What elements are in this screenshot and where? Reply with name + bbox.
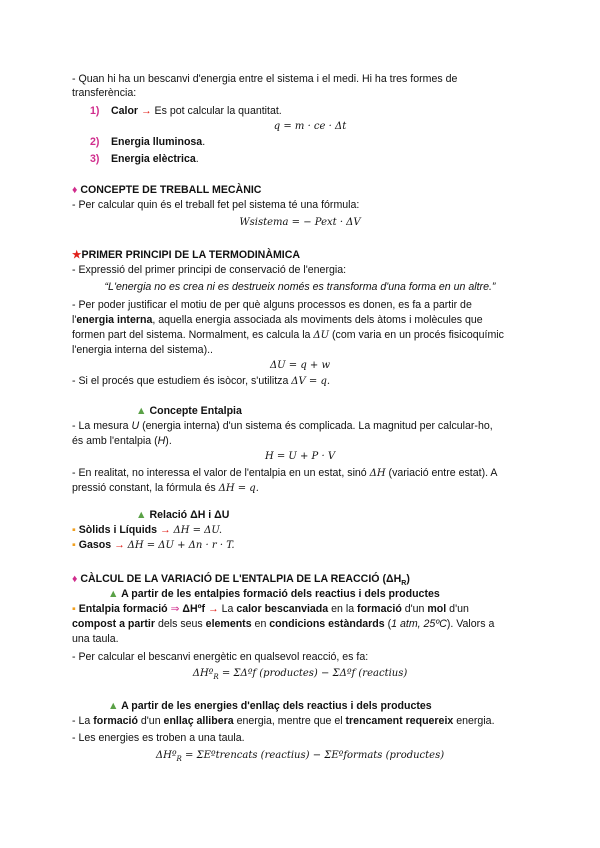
paragraph: - Per calcular quin és el treball fet pel sistema té una fórmula: xyxy=(72,199,360,211)
paragraph: pressió constant, la fórmula és ΔH = q. xyxy=(72,482,259,494)
triangle-icon: ▲ xyxy=(136,509,147,521)
paragraph: - La mesura U (energia interna) d'un sistema és complicada. La magnitud per calcular-ho, xyxy=(72,420,493,432)
formula-work: Wsistema = − Pext · ΔV xyxy=(239,217,361,228)
paragraph: - Les energies es troben a una taula. xyxy=(72,732,245,744)
paragraph: - Per calcular el bescanvi energètic en qualsevol reacció, es fa: xyxy=(72,651,369,663)
triangle-icon: ▲ xyxy=(108,700,119,712)
subsection-title-entalpia: ▲ Concepte Entalpia xyxy=(136,405,242,417)
paragraph: l'energia interna, aquella energia associada als moviments dels àtoms i molècules que xyxy=(72,314,483,326)
paragraph: - Si el procés que estudiem és isòcor, s'utilitza ΔV = q. xyxy=(72,375,331,387)
list-item: 3) Energia elèctrica. xyxy=(90,153,199,165)
arrow-icon: → xyxy=(141,105,152,117)
arrow-icon: → xyxy=(208,603,219,615)
intro-paragraph: - Quan hi ha un bescanvi d'energia entre el sistema i el medi. Hi ha tres formes de xyxy=(72,73,458,85)
bullet-icon: ▪ xyxy=(72,524,76,536)
list-item: 2) Energia lluminosa. xyxy=(90,136,206,148)
formula-heat: q = m · ce · Δt xyxy=(273,121,347,132)
diamond-icon: ♦ xyxy=(72,573,78,585)
arrow-icon: → xyxy=(159,524,171,536)
paragraph: - Expressió del primer principi de conservació de l'energia: xyxy=(72,264,347,276)
subsection-title-relacio: ▲ Relació ΔH i ΔU xyxy=(136,509,230,521)
triangle-icon: ▲ xyxy=(108,588,119,600)
section-title-calcul: ♦ CÀLCUL DE LA VARIACIÓ DE L'ENTALPIA DE LA REACCIÓ $(\Delta H_R)$ xyxy=(72,573,410,588)
paragraph: compost a partir dels seus elements en condicions estàndards (1 atm, 25ºC). Valors a xyxy=(72,618,495,630)
paragraph: una taula. xyxy=(72,633,119,645)
quote: “L'energia no es crea ni es destrueix només es transforma d'una forma en un altre.” xyxy=(104,281,496,293)
bullet-icon: ▪ xyxy=(72,539,76,551)
intro-paragraph-cont: transferència: xyxy=(72,87,137,99)
paragraph: - La formació d'un enllaç allibera energia, mentre que el trencament requereix energia. xyxy=(72,715,495,727)
paragraph: - Per poder justificar el motiu de per què alguns processos es donen, es fa a partir de xyxy=(72,299,472,311)
implies-icon: ⇒ xyxy=(170,603,180,615)
arrow-icon: → xyxy=(114,539,125,551)
star-icon: ★ xyxy=(72,249,82,261)
formula-bond: ΔHº$_R$ = ΣEºtrencats (reactius) − ΣEºformats (productes) xyxy=(155,750,445,763)
bullet-icon: ▪ xyxy=(72,603,76,615)
list-item: 1) Calor → Es pot calcular la quantitat. xyxy=(90,105,282,117)
section-title-treball: ♦ CONCEPTE DE TREBALL MECÀNIC xyxy=(72,184,262,196)
list-item: ▪ Gasos → ΔH = ΔU + Δn · r · T. xyxy=(72,539,235,551)
subsection-title-enllac: ▲ A partir de les energies d'enllaç dels reactius i dels productes xyxy=(108,700,432,712)
paragraph: és amb l'entalpia (H). xyxy=(72,435,172,447)
paragraph: ▪ Entalpia formació ⇒ ΔHºf → La calor bescanviada en la formació d'un mol d'un xyxy=(72,603,469,615)
formula-enthalpy: H = U + P · V xyxy=(264,451,336,462)
paragraph: formen part del sistema. Normalment, es calcula la ΔU (com varia en un procés fisicoquímic xyxy=(72,329,504,341)
list-item: ▪ Sòlids i Líquids → ΔH = ΔU. xyxy=(72,524,223,536)
paragraph: l'energia interna del sistema).. xyxy=(72,344,213,356)
triangle-icon: ▲ xyxy=(136,405,147,417)
formula-formation: ΔHº$_R$ = ΣΔºf (productes) − ΣΔºf (reactius) xyxy=(192,668,408,681)
paragraph: - En realitat, no interessa el valor de l'entalpia en un estat, sinó ΔH (variació entre estat). A xyxy=(72,467,498,479)
section-title-principi: ★PRIMER PRINCIPI DE LA TERMODINÀMICA xyxy=(72,249,301,261)
subsection-title-formacio: ▲ A partir de les entalpies formació dels reactius i dels productes xyxy=(108,588,440,600)
formula-internal-energy: ΔU = q + w xyxy=(269,360,331,371)
diamond-icon: ♦ xyxy=(72,184,78,196)
